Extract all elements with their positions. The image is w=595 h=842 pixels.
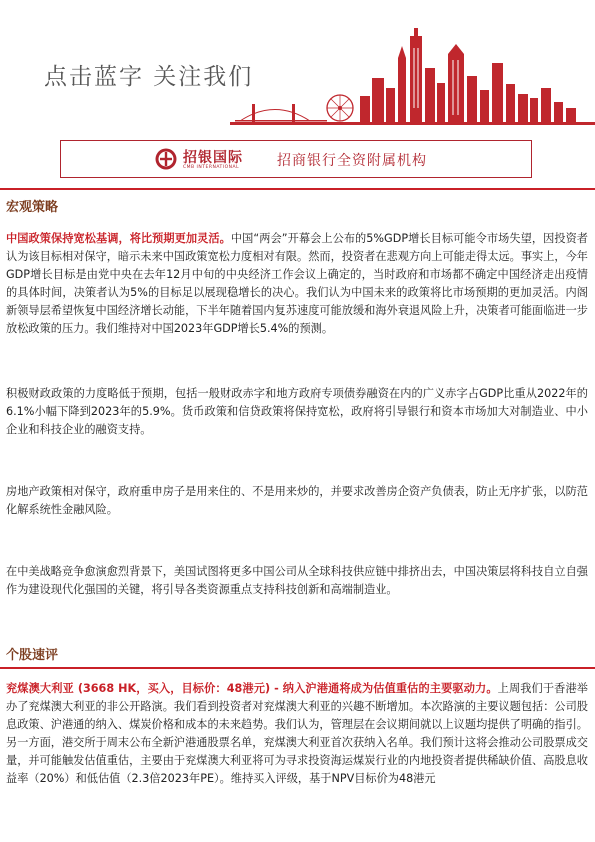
header-banner [0, 0, 595, 130]
stocks-paragraph-1-body: 上周我们于香港举办了兖煤澳大利亚的非公开路演。我们看到投资者对兖煤澳大利亚的兴趣不断增加。本次路演的主要议题包括：公司股息政策、沪港通的纳入、煤炭价格和成本的未来趋势。我们认为，管理层在会议期间就以上议题均提供了明确的指引。另一方面，港交所于周末公布全新沪港通股票名单，兖煤澳大利亚首次获纳入名单。我们预计这将会推动公司股票成交量，并可能触发估值重估，主要由于兖煤澳大利亚将可为寻求投资海运煤炭行业的内地投资者提供稀缺价值、高股息收益率（20%）和低估值（2.3倍2023年PE）。维持买入评级，基于NPV目标价为48港元 [6, 682, 588, 785]
stocks-paragraph-1-lead: 兖煤澳大利亚 (3668 HK，买入，目标价：48港元) - 纳入沪港通将成为估值重估的主要驱动力。 [6, 682, 498, 695]
divider-stocks [0, 667, 595, 669]
divider-top [0, 188, 595, 190]
brand-name: 招银国际 [183, 150, 243, 166]
brand-subtitle: CMB INTERNATIONAL [183, 165, 240, 170]
section-title-stocks: 个股速评 [6, 648, 59, 663]
cmb-logo-icon [155, 148, 177, 170]
city-skyline-illustration [230, 28, 595, 128]
section-title-macro: 宏观策略 [6, 200, 59, 215]
macro-paragraph-2: 积极财政政策的力度略低于预期，包括一般财政赤字和地方政府专项债券融资在内的广义赤字占GDP比重从2022年的6.1%小幅下降到2023年的5.9%。货币政策和信贷政策将保持宽松，政府将引导银行和资本市场加大对制造业、中小企业和科技企业的融资支持。 [6, 387, 588, 436]
macro-paragraph-1 [6, 230, 588, 338]
banner-title[interactable]: 点击蓝字 关注我们 [44, 64, 254, 90]
brand-box [60, 140, 532, 178]
macro-paragraph-3: 房地产政策相对保守，政府重申房子是用来住的、不是用来炒的，并要求改善房企资产负债表，防止无序扩张，以防范化解系统性金融风险。 [6, 485, 588, 516]
macro-paragraph-1-lead: 中国政策保持宽松基调，将比预期更加灵活。 [6, 232, 231, 245]
stocks-paragraph-1 [6, 680, 588, 788]
macro-paragraph-4: 在中美战略竞争愈演愈烈背景下，美国试图将更多中国公司从全球科技供应链中排挤出去，中国决策层将科技自立自强作为建设现代化强国的关键，将引导各类资源重点支持科技创新和高端制造业。 [6, 565, 588, 596]
macro-paragraph-1-body: 中国“两会”开幕会上公布的5%GDP增长目标可能令市场失望，因投资者认为该目标相对保守，暗示未来中国政策宽松力度相对有限。然而，投资者在悲观方向上可能走得太远。事实上，今年GDP增长目标是由党中央在去年12月中旬的中央经济工作会议上确定的，当时政府和市场都不确定中国经济走出疫情的具体时间，决策者认为5%的目标足以展现稳增长的决心。我们认为中国未来的政策将比市场预期的更加灵活。内阁新领导层希望恢复中国经济增长动能，下半年随着国内复苏速度可能放缓和海外衰退风险上升，决策者可能面临进一步放松政策的压力。我们维持对中国2023年GDP增长5.4%的预测。 [6, 232, 588, 335]
brand-tagline: 招商银行全资附属机构 [277, 153, 427, 169]
